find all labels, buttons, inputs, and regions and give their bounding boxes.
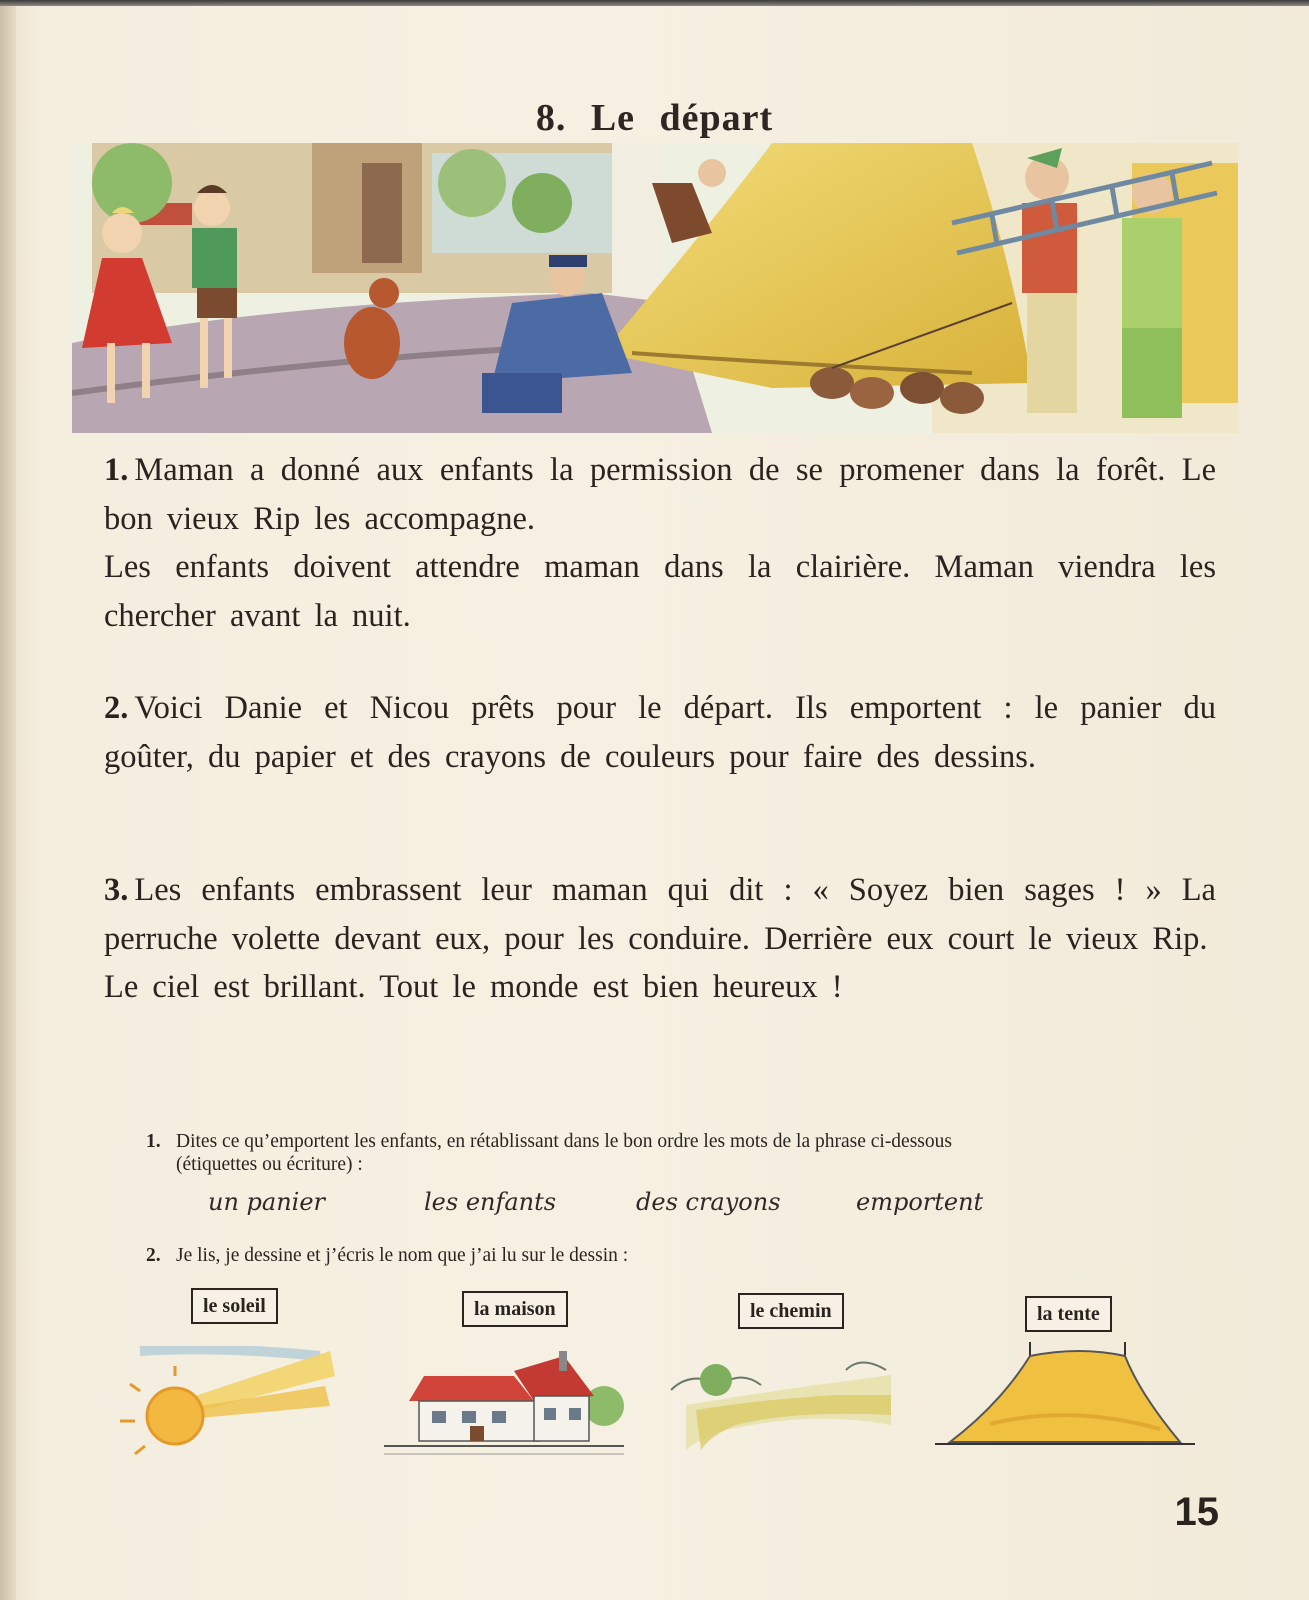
exercise-2 [146,1244,1186,1267]
cursive-word: les enfants [424,1188,557,1216]
paragraph-text: Les enfants embrassent leur maman qui dit : « Soyez bien sages ! » La perruche volette devant eux, pour les conduire. Derrière eux court le vieux Rip. [104,872,1216,957]
exercise-number: 2. [146,1245,161,1266]
paragraph-text: Les enfants doivent attendre maman dans la clairière. Maman viendra les chercher avant la nuit. [104,549,1216,634]
cursive-word: un panier [208,1188,326,1216]
paragraph-number: 2. [104,690,129,726]
label-soleil: le soleil [191,1288,278,1324]
paragraph-text: Le ciel est brillant. Tout le monde est bien heureux ! [104,969,843,1005]
reading-paragraph-2 [104,684,1216,781]
exercise-instruction-cont: (étiquettes ou écriture) : [176,1154,363,1175]
house-picture [384,1346,624,1461]
exercise-instruction: Je lis, je dessine et j’écris le nom que j’ai lu sur le dessin : [176,1245,629,1266]
lesson-title: 8. Le départ [535,97,774,139]
path-picture [666,1350,896,1455]
cursive-word: emportent [856,1188,984,1216]
header-illustration [72,143,1238,433]
tent-picture [930,1334,1200,1454]
label-maison: la maison [462,1291,568,1327]
paragraph-number: 3. [104,872,129,908]
exercise-number: 1. [146,1131,161,1152]
exercise-instruction: Dites ce qu’emportent les enfants, en rétablissant dans le bon ordre les mots de la phrase ci-dessous [176,1131,952,1152]
label-tente: la tente [1025,1296,1112,1332]
exercise-1 [146,1130,1186,1176]
page-top-edge [0,0,1309,6]
paragraph-text: Voici Danie et Nicou prêts pour le départ. Ils emportent : le panier du goûter, du papier et des crayons de couleurs pour faire des dessins. [104,690,1216,775]
reading-paragraph-3 [104,866,1216,1012]
paragraph-text: Maman a donné aux enfants la permission de se promener dans la forêt. Le bon vieux Rip les accompagne. [104,452,1216,537]
page-number: 15 [1174,1490,1219,1534]
sun-picture [100,1346,340,1456]
cursive-word: des crayons [636,1188,781,1216]
paragraph-number: 1. [104,452,129,488]
book-binding [0,0,16,1600]
reading-paragraph-1 [104,446,1216,640]
label-chemin: le chemin [738,1293,844,1329]
